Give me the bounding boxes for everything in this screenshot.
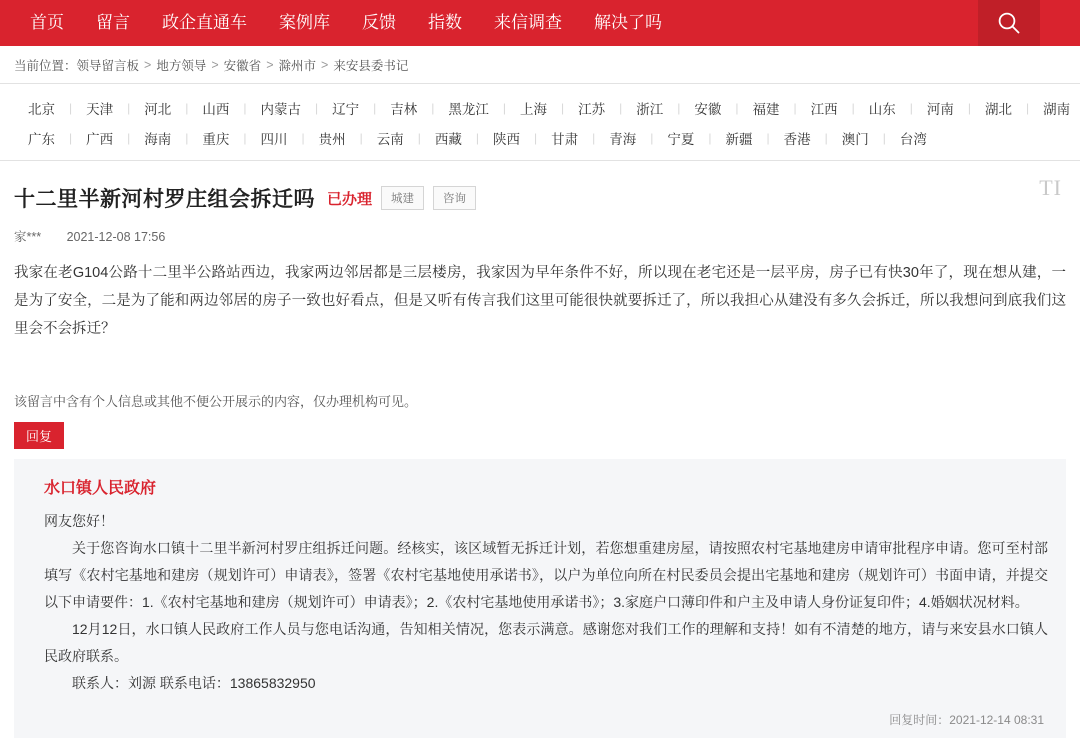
region-divider: | xyxy=(373,101,377,115)
region-chongqing[interactable]: 重庆 xyxy=(202,132,230,147)
breadcrumb-separator: > xyxy=(266,57,274,72)
region-divider: | xyxy=(766,131,770,145)
region-divider: | xyxy=(824,131,828,145)
page-title: 十二里半新河村罗庄组会拆迁吗 xyxy=(14,188,315,211)
breadcrumb-separator: > xyxy=(211,57,219,72)
region-shanghai[interactable]: 上海 xyxy=(520,102,547,117)
region-divider: | xyxy=(909,101,913,115)
post-header xyxy=(0,161,1080,213)
breadcrumb-item-local-leaders[interactable]: 地方领导 xyxy=(156,58,207,73)
region-divider: | xyxy=(475,131,479,145)
reply-paragraph-2: 12月12日，水口镇人民政府工作人员与您电话沟通，告知相关情况，您表示满意。感谢您对我们工作的理解和支持！如有不清楚的地方，请与来安县水口镇人民政府联系。 xyxy=(44,621,1048,664)
reply-organization: 水口镇人民政府 xyxy=(44,480,157,497)
reply-time: 回复时间：2021-12-14 08:31 xyxy=(889,713,1044,727)
region-divider: | xyxy=(185,131,189,145)
region-divider: | xyxy=(561,101,565,115)
nav-item-letter-survey[interactable]: 来信调查 xyxy=(494,13,562,32)
region-divider: | xyxy=(315,101,319,115)
region-divider: | xyxy=(882,131,886,145)
tag-category[interactable]: 城建 xyxy=(381,186,424,210)
post-meta xyxy=(0,213,1080,245)
reply-block xyxy=(14,459,1066,738)
region-taiwan[interactable]: 台湾 xyxy=(899,132,927,147)
status-badge: 已办理 xyxy=(327,190,373,208)
region-divider: | xyxy=(127,101,131,115)
nav-item-gov-enterprise[interactable]: 政企直通车 xyxy=(162,13,247,32)
region-selector xyxy=(0,84,1080,161)
region-hubei[interactable]: 湖北 xyxy=(985,102,1012,117)
reply-greeting: 网友您好！ xyxy=(44,513,114,529)
site-watermark: TI xyxy=(1039,175,1062,200)
breadcrumb-item-leader-board[interactable]: 领导留言板 xyxy=(76,58,140,73)
nav-item-solved[interactable]: 解决了吗 xyxy=(594,13,662,32)
region-guizhou[interactable]: 贵州 xyxy=(318,132,346,147)
reply-button-wrap xyxy=(0,410,1080,449)
nav-item-home[interactable]: 首页 xyxy=(30,13,64,32)
region-divider: | xyxy=(650,131,654,145)
post-body: 我家在老G104公路十二里半公路站西边，我家两边邻居都是三层楼房，我家因为早年条件不好，所以现在老宅还是一层平房，房子已有快30年了，现在想从建，一是为了安全，二是为了能和两边邻居的房子一致也好看点，但是又听有传言我们这里可能很快就要拆迁了，所以我担心从建没有多久会拆迁，所以我想问到底我们这里会不会拆迁？ xyxy=(14,265,1066,337)
region-fujian[interactable]: 福建 xyxy=(752,102,780,117)
search-icon xyxy=(996,10,1022,36)
breadcrumb-separator: > xyxy=(144,57,152,72)
nav-item-messages[interactable]: 留言 xyxy=(96,13,130,32)
region-gansu[interactable]: 甘肃 xyxy=(551,132,579,147)
breadcrumb-item-county-secretary[interactable]: 来安县委书记 xyxy=(333,58,409,73)
region-shanxi[interactable]: 山西 xyxy=(202,102,230,117)
tag-type[interactable]: 咨询 xyxy=(433,186,476,210)
region-divider: | xyxy=(127,131,131,145)
breadcrumb-item-city[interactable]: 滁州市 xyxy=(278,58,317,73)
region-guangdong[interactable]: 广东 xyxy=(28,132,55,147)
region-hongkong[interactable]: 香港 xyxy=(783,132,811,147)
nav-right-spacer xyxy=(1040,0,1080,46)
breadcrumb-separator: > xyxy=(321,57,329,72)
region-divider: | xyxy=(301,131,305,145)
region-divider: | xyxy=(69,131,73,145)
region-divider: | xyxy=(708,131,712,145)
region-heilongjiang[interactable]: 黑龙江 xyxy=(448,102,489,117)
region-jiangsu[interactable]: 江苏 xyxy=(578,102,606,117)
post-datetime: 2021-12-08 17:56 xyxy=(66,230,166,244)
region-liaoning[interactable]: 辽宁 xyxy=(332,102,360,117)
region-sichuan[interactable]: 四川 xyxy=(260,132,288,147)
region-divider: | xyxy=(431,101,435,115)
region-divider: | xyxy=(417,131,421,145)
region-divider: | xyxy=(677,101,681,115)
region-divider: | xyxy=(851,101,855,115)
region-guangxi[interactable]: 广西 xyxy=(86,132,114,147)
region-shandong[interactable]: 山东 xyxy=(868,102,896,117)
nav-items xyxy=(0,0,978,46)
region-beijing[interactable]: 北京 xyxy=(28,102,55,117)
top-navigation-bar xyxy=(0,0,1080,46)
region-inner-mongolia[interactable]: 内蒙古 xyxy=(260,102,301,117)
region-henan[interactable]: 河南 xyxy=(926,102,954,117)
nav-item-case-library[interactable]: 案例库 xyxy=(279,13,330,32)
nav-item-feedback[interactable]: 反馈 xyxy=(362,13,396,32)
region-tibet[interactable]: 西藏 xyxy=(434,132,462,147)
region-jilin[interactable]: 吉林 xyxy=(390,102,418,117)
post-author: 家*** xyxy=(14,230,42,244)
search-button[interactable] xyxy=(978,0,1040,46)
reply-contact: 联系人：刘源 联系电话：13865832950 xyxy=(72,675,316,691)
region-divider: | xyxy=(619,101,623,115)
region-row-2 xyxy=(14,128,1066,148)
region-ningxia[interactable]: 宁夏 xyxy=(667,132,695,147)
region-hunan[interactable]: 湖南 xyxy=(1043,102,1071,117)
region-divider: | xyxy=(793,101,797,115)
region-divider: | xyxy=(185,101,189,115)
region-divider: | xyxy=(502,101,506,115)
reply-button[interactable]: 回复 xyxy=(14,422,64,449)
nav-item-index[interactable]: 指数 xyxy=(428,13,462,32)
region-shaanxi[interactable]: 陕西 xyxy=(493,132,520,147)
region-tianjin[interactable]: 天津 xyxy=(86,102,114,117)
region-divider: | xyxy=(967,101,971,115)
region-macau[interactable]: 澳门 xyxy=(841,132,869,147)
region-divider: | xyxy=(534,131,538,145)
breadcrumb xyxy=(0,46,1080,84)
region-jiangxi[interactable]: 江西 xyxy=(810,102,838,117)
region-divider: | xyxy=(735,101,739,115)
region-divider: | xyxy=(1026,101,1030,115)
region-hebei[interactable]: 河北 xyxy=(144,102,172,117)
region-anhui[interactable]: 安徽 xyxy=(694,102,722,117)
region-divider: | xyxy=(243,131,247,145)
region-divider: | xyxy=(69,101,73,115)
region-hainan[interactable]: 海南 xyxy=(144,132,172,147)
region-yunnan[interactable]: 云南 xyxy=(376,132,404,147)
region-divider: | xyxy=(359,131,363,145)
breadcrumb-item-province[interactable]: 安徽省 xyxy=(223,58,262,73)
region-row-1 xyxy=(14,98,1071,118)
region-qinghai[interactable]: 青海 xyxy=(609,132,637,147)
reply-paragraph-1: 关于您咨询水口镇十二里半新河村罗庄组拆迁问题。经核实，该区域暂无拆迁计划，若您想重建房屋，请按照农村宅基地建房申请审批程序申请。您可至村部填写《农村宅基地和建房（规划许可）申请表》，签署《农村宅基地使用承诺书》，以户为单位向所在村民委员会提出宅基地和建房（规划许可）书面申请，并提交以下申请要件：1.《农村宅基地和建房（规划许可）申请表》；2.《农村宅基地使用承诺书》；3.家庭户口薄印件和户主及申请人身份证复印件；4.婚姻状况材料。 xyxy=(44,540,1048,610)
region-divider: | xyxy=(243,101,247,115)
region-xinjiang[interactable]: 新疆 xyxy=(725,132,753,147)
region-zhejiang[interactable]: 浙江 xyxy=(636,102,664,117)
breadcrumb-prefix: 当前位置： xyxy=(14,58,77,73)
privacy-note: 该留言中含有个人信息或其他不便公开展示的内容，仅办理机构可见。 xyxy=(14,394,418,409)
region-divider: | xyxy=(592,131,596,145)
